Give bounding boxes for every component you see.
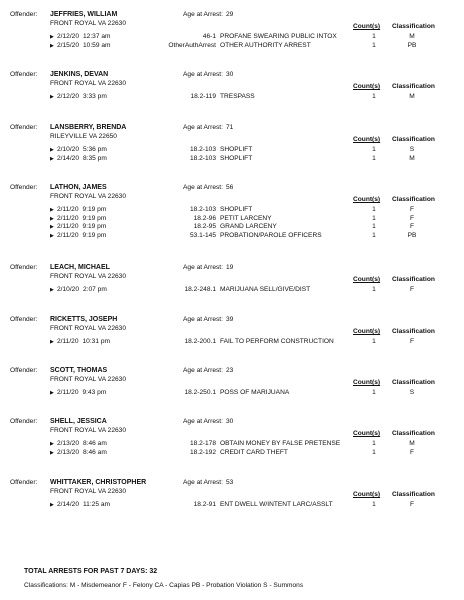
charge-datetime (57, 449, 107, 457)
charge-code: 18.2-178 (189, 440, 216, 447)
charge-time: 8:46 am (83, 440, 107, 447)
age-value: 39 (225, 316, 234, 323)
charge-datetime (57, 440, 107, 448)
age-label: Age at Arrest: (183, 264, 223, 271)
charge-code: 18.2-250.1 (184, 389, 216, 396)
charge-classification: M (409, 93, 415, 100)
charge-time: 9:43 pm (82, 389, 107, 396)
charge-count: 1 (372, 214, 376, 222)
charge-time: 9:19 pm (82, 214, 107, 222)
charge-classification: F (409, 206, 415, 213)
offender-address: RILEYVILLE VA 22650 (50, 133, 117, 140)
charge-classification: M (409, 440, 415, 447)
charge-date: 2/13/20 (57, 440, 79, 447)
bullet-arrow-icon: ▶ (50, 224, 54, 230)
count-header: Count(s) (353, 379, 381, 386)
classification-legend: Classifications: M - Misdemeanor F - Felony CA - Capias PB - Probation Violation S - Summons (24, 582, 304, 589)
charge-count: 1 (372, 41, 376, 49)
charge-classification: M (409, 154, 415, 162)
count-header: Count(s) (353, 136, 381, 143)
age-label: Age at Arrest: (183, 71, 223, 78)
offender-label: Offender: (10, 418, 38, 425)
age-at-arrest (183, 316, 233, 324)
charge-datetime (57, 42, 111, 50)
bullet-arrow-icon: ▶ (50, 215, 54, 222)
age-value: 71 (225, 124, 234, 131)
classification-header: Classification (392, 276, 435, 283)
age-label: Age at Arrest: (183, 124, 223, 131)
charge-code: 18.2-192 (189, 448, 216, 456)
charge-description: MARIJUANA SELL/GIVE/DIST (220, 286, 311, 293)
classification-header: Classification (392, 83, 435, 90)
charge-time: 8:46 am (83, 448, 107, 456)
charge-date: 2/11/20 (57, 223, 79, 230)
offender-label: Offender: (10, 479, 38, 486)
charge-time: 12:37 am (83, 33, 111, 40)
total-arrests: TOTAL ARRESTS FOR PAST 7 DAYS: 32 (24, 568, 158, 575)
charge-date: 2/11/20 (57, 214, 79, 222)
offender-address: FRONT ROYAL VA 22630 (50, 20, 126, 27)
age-at-arrest (183, 184, 233, 192)
offender-address: FRONT ROYAL VA 22630 (50, 488, 126, 495)
classification-header: Classification (392, 430, 435, 437)
bullet-arrow-icon: ▶ (50, 155, 54, 162)
classification-header: Classification (392, 196, 435, 203)
charge-count: 1 (372, 389, 376, 396)
bullet-arrow-icon: ▶ (50, 502, 54, 508)
offender-name: LANSBERRY, BRENDA (50, 124, 127, 131)
charge-time: 10:31 pm (82, 338, 111, 345)
charge-count: 1 (372, 448, 376, 456)
charge-description: SHOPLIFT (220, 146, 253, 153)
charge-classification: PB (407, 41, 417, 49)
charge-code: 18.2-91 (193, 501, 216, 508)
bullet-arrow-icon: ▶ (50, 42, 54, 49)
charge-code: 18.2-200.1 (184, 338, 216, 345)
charge-datetime (57, 232, 106, 240)
charge-description: ENT DWELL W/INTENT LARC/ASSLT (220, 501, 333, 508)
age-at-arrest (183, 418, 233, 426)
charge-time: 8:35 pm (83, 154, 107, 162)
offender-label: Offender: (10, 124, 38, 131)
count-header: Count(s) (353, 491, 381, 498)
charge-count: 1 (372, 440, 376, 447)
charge-datetime (57, 286, 107, 294)
classification-header: Classification (392, 379, 435, 386)
charge-description: PETIT LARCENY (220, 214, 272, 222)
charge-count: 1 (372, 501, 376, 508)
charge-code: 18.2-119 (190, 93, 216, 100)
charge-code: 18.2-95 (193, 223, 216, 230)
age-value: 30 (225, 418, 234, 425)
count-header: Count(s) (353, 196, 381, 203)
charge-code: 46-1 (202, 33, 216, 40)
age-at-arrest (183, 479, 233, 487)
age-label: Age at Arrest: (183, 11, 223, 18)
age-at-arrest (183, 71, 233, 79)
charge-date: 2/10/20 (57, 286, 79, 293)
charge-datetime (57, 33, 111, 41)
offender-address: FRONT ROYAL VA 22630 (50, 325, 126, 332)
charge-code: 18.2-103 (189, 146, 216, 153)
age-value: 56 (225, 184, 234, 191)
classification-header: Classification (392, 136, 435, 143)
offender-address: FRONT ROYAL VA 22630 (50, 427, 126, 434)
charge-code: 18.2-248.1 (184, 286, 216, 293)
bullet-arrow-icon: ▶ (50, 207, 54, 213)
charge-code: 18.2-103 (189, 154, 216, 162)
charge-count: 1 (372, 154, 376, 162)
age-label: Age at Arrest: (183, 316, 223, 323)
charge-description: PROBATION/PAROLE OFFICERS (220, 231, 322, 239)
charge-date: 2/11/20 (57, 338, 79, 345)
offender-name: LATHON, JAMES (50, 184, 107, 191)
count-header: Count(s) (353, 23, 381, 30)
charge-date: 2/11/20 (57, 206, 79, 213)
charge-count: 1 (372, 93, 376, 100)
charge-time: 9:19 pm (82, 223, 107, 230)
charge-datetime (57, 338, 110, 346)
charge-time: 10:59 am (83, 41, 111, 49)
charge-classification: S (409, 146, 415, 153)
charge-date: 2/12/20 (57, 93, 79, 100)
count-header: Count(s) (353, 83, 381, 90)
offender-name: RICKETTS, JOSEPH (50, 316, 118, 323)
charge-datetime (57, 389, 106, 397)
bullet-arrow-icon: ▶ (50, 390, 54, 396)
offender-label: Offender: (10, 316, 38, 323)
charge-count: 1 (372, 206, 376, 213)
classification-header: Classification (392, 328, 435, 335)
count-header: Count(s) (353, 430, 381, 437)
bullet-arrow-icon: ▶ (50, 449, 54, 456)
charge-count: 1 (372, 231, 376, 239)
offender-label: Offender: (10, 71, 38, 78)
age-value: 23 (225, 367, 234, 374)
charge-count: 1 (372, 286, 376, 293)
charge-datetime (57, 215, 106, 223)
charge-time: 9:19 pm (82, 206, 107, 213)
charge-datetime (57, 206, 106, 214)
age-value: 29 (225, 11, 234, 18)
age-label: Age at Arrest: (183, 184, 223, 191)
charge-datetime (57, 93, 107, 101)
charge-classification: F (409, 214, 415, 222)
count-header: Count(s) (353, 328, 381, 335)
charge-count: 1 (372, 223, 376, 230)
bullet-arrow-icon: ▶ (50, 339, 54, 345)
bullet-arrow-icon: ▶ (50, 232, 54, 239)
classification-header: Classification (392, 491, 435, 498)
charge-date: 2/14/20 (57, 501, 79, 508)
age-label: Age at Arrest: (183, 418, 223, 425)
classification-header: Classification (392, 23, 435, 30)
charge-classification: F (409, 448, 415, 456)
charge-time: 2:07 pm (83, 286, 107, 293)
offender-address: FRONT ROYAL VA 22630 (50, 273, 126, 280)
bullet-arrow-icon: ▶ (50, 287, 54, 293)
charge-description: OTHER AUTHORITY ARREST (220, 41, 311, 49)
charge-code: OtherAuthArrest (168, 41, 216, 49)
charge-time: 11:25 am (83, 501, 111, 508)
charge-classification: PB (407, 231, 417, 239)
offender-name: JENKINS, DEVAN (50, 71, 109, 78)
charge-description: PROFANE SWEARING PUBLIC INTOX (220, 33, 337, 40)
charge-description: OBTAIN MONEY BY FALSE PRETENSE (220, 440, 341, 447)
offender-name: LEACH, MICHAEL (50, 264, 110, 271)
offender-address: FRONT ROYAL VA 22630 (50, 376, 126, 383)
charge-count: 1 (372, 146, 376, 153)
count-header: Count(s) (353, 276, 381, 283)
charge-description: TRESPASS (220, 93, 255, 100)
charge-code: 53.1-145 (189, 231, 216, 239)
bullet-arrow-icon: ▶ (50, 94, 54, 100)
offender-name: SCOTT, THOMAS (50, 367, 108, 374)
offender-name: WHITTAKER, CHRISTOPHER (50, 479, 147, 486)
age-value: 30 (225, 71, 234, 78)
charge-classification: F (409, 501, 415, 508)
charge-date: 2/10/20 (57, 146, 79, 153)
offender-address: FRONT ROYAL VA 22630 (50, 80, 126, 87)
charge-datetime (57, 223, 106, 231)
charge-date: 2/12/20 (57, 33, 79, 40)
charge-datetime (57, 155, 107, 163)
bullet-arrow-icon: ▶ (50, 147, 54, 153)
offender-address: FRONT ROYAL VA 22630 (50, 193, 126, 200)
age-at-arrest (183, 124, 233, 132)
charge-description: SHOPLIFT (220, 206, 253, 213)
charge-date: 2/14/20 (57, 154, 79, 162)
charge-description: GRAND LARCENY (220, 223, 277, 230)
charge-count: 1 (372, 33, 376, 40)
charge-datetime (57, 501, 110, 509)
age-at-arrest (183, 367, 233, 375)
age-label: Age at Arrest: (183, 479, 223, 486)
age-value: 19 (225, 264, 234, 271)
offender-label: Offender: (10, 264, 38, 271)
charge-time: 5:36 pm (83, 146, 107, 153)
charge-classification: M (409, 33, 415, 40)
charge-date: 2/15/20 (57, 41, 79, 49)
offender-name: JEFFRIES, WILLIAM (50, 11, 118, 18)
age-at-arrest (183, 11, 233, 19)
age-label: Age at Arrest: (183, 367, 223, 374)
charge-datetime (57, 146, 107, 154)
age-value: 53 (225, 479, 234, 486)
charge-description: SHOPLIFT (220, 154, 253, 162)
charge-time: 3:33 pm (83, 93, 107, 100)
charge-count: 1 (372, 338, 376, 345)
charge-classification: S (409, 389, 415, 396)
charge-date: 2/13/20 (57, 448, 79, 456)
bullet-arrow-icon: ▶ (50, 441, 54, 447)
charge-code: 18.2-103 (189, 206, 216, 213)
offender-label: Offender: (10, 11, 38, 18)
offender-label: Offender: (10, 367, 38, 374)
charge-date: 2/11/20 (57, 389, 79, 396)
offender-label: Offender: (10, 184, 38, 191)
charge-classification: F (409, 286, 415, 293)
age-at-arrest (183, 264, 233, 272)
charge-description: CREDIT CARD THEFT (220, 448, 288, 456)
charge-description: FAIL TO PERFORM CONSTRUCTION (220, 338, 334, 345)
charge-description: POSS OF MARIJUANA (220, 389, 290, 396)
charge-classification: F (409, 223, 415, 230)
offender-name: SHELL, JESSICA (50, 418, 107, 425)
charge-date: 2/11/20 (57, 231, 79, 239)
charge-classification: F (409, 338, 415, 345)
bullet-arrow-icon: ▶ (50, 34, 54, 40)
charge-code: 18.2-96 (193, 214, 216, 222)
charge-time: 9:19 pm (82, 231, 107, 239)
